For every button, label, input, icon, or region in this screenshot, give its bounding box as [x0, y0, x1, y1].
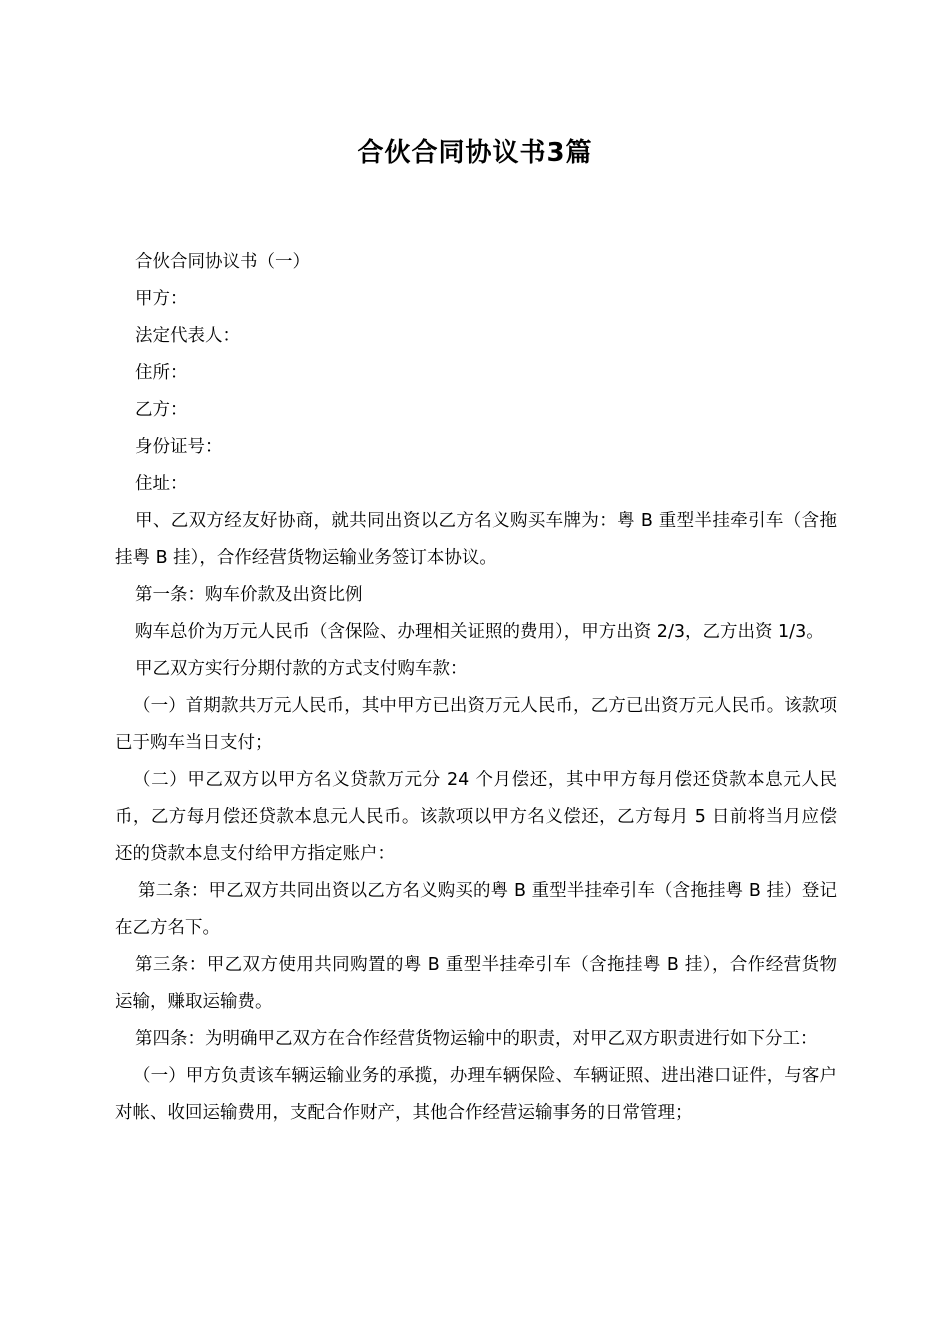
document-body [115, 244, 837, 1132]
party-a-duties-paragraph: （一）甲方负责该车辆运输业务的承揽，办理车辆保险、车辆证照、进出港口证件，与客户对帐、收回运输费用，支配合作财产，其他合作经营运输事务的日常管理； [115, 1066, 837, 1123]
party-a-label: 甲方： [135, 289, 188, 309]
down-payment-paragraph: （一）首期款共万元人民币，其中甲方已出资万元人民币，乙方已出资万元人民币。该款项已于购车当日支付； [115, 696, 837, 753]
article-1-paragraph: 购车总价为万元人民币（含保险、办理相关证照的费用），甲方出资 2/3，乙方出资 1/3。 [135, 622, 824, 642]
document-title: 合伙合同协议书3篇 [357, 138, 593, 168]
party-b-label: 乙方： [135, 400, 188, 420]
article-4-paragraph: 第四条：为明确甲乙双方在合作经营货物运输中的职责，对甲乙双方职责进行如下分工： [135, 1029, 818, 1049]
address-label: 住址： [135, 474, 188, 494]
payment-method-paragraph: 甲乙双方实行分期付款的方式支付购车款： [135, 659, 468, 679]
preamble-paragraph: 甲、乙双方经友好协商，就共同出资以乙方名义购买车牌为：粤 B 重型半挂牵引车（含拖挂粤 B 挂），合作经营货物运输业务签订本协议。 [115, 511, 837, 568]
article-1-heading: 第一条：购车价款及出资比例 [135, 585, 363, 605]
legal-representative-label: 法定代表人： [135, 326, 240, 346]
article-3-paragraph: 第三条：甲乙双方使用共同购置的粤 B 重型半挂牵引车（含拖挂粤 B 挂），合作经营货物运输，赚取运输费。 [115, 955, 837, 1012]
section-heading: 合伙合同协议书（一） [135, 252, 310, 272]
id-number-label: 身份证号： [135, 437, 223, 457]
loan-paragraph: （二）甲乙双方以甲方名义贷款万元分 24 个月偿还，其中甲方每月偿还贷款本息元人民币，乙方每月偿还贷款本息元人民币。该款项以甲方名义偿还，乙方每月 5 日前将当月应偿还的贷款本息支付给甲方指定账户： [115, 770, 837, 864]
article-2-paragraph: 第二条：甲乙双方共同出资以乙方名义购买的粤 B 重型半挂牵引车（含拖挂粤 B 挂）登记在乙方名下。 [115, 881, 837, 938]
residence-label: 住所： [135, 363, 188, 383]
